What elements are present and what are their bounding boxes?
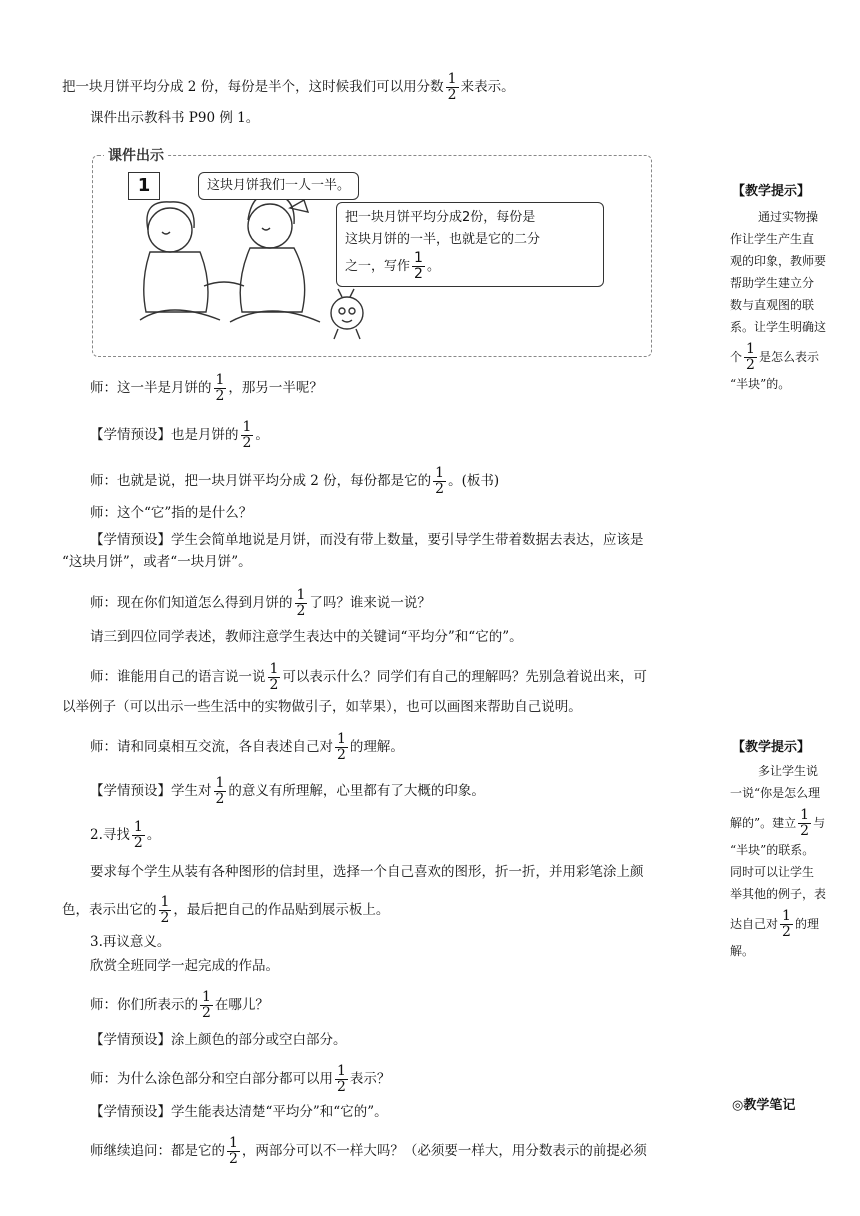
fraction-one-half: $\frac{1}{2}$ [447, 71, 457, 103]
example-number: 1 [128, 172, 160, 200]
teaching-notes-label: ◎教学笔记 [732, 1098, 796, 1113]
mooncake-mascot-icon [322, 285, 372, 345]
para-12: 【学情预设】学生对 $\frac{1}{2}$ 的意义有所理解，心里都有了大概的印象。 [90, 775, 485, 807]
sidebar-tip-1: 通过实物操 作让学生产生直 观的印象，教师要 帮助学生建立分 数与直观图的联 系。让学生明确这 个 $\frac{1}{2}$ 是怎么表示 “半块”的。 [730, 210, 827, 391]
para-14b: 色，表示出它的 $\frac{1}{2}$ ，最后把自己的作品贴到展示板上。 [62, 894, 390, 926]
children-illustration [120, 190, 340, 340]
para-15: 3.再议意义。 [90, 934, 171, 950]
para-11: 师：请和同桌相互交流，各自表述自己对 $\frac{1}{2}$ 的理解。 [90, 731, 404, 763]
sidebar-tip-title-2: 【教学提示】 [732, 740, 811, 755]
para-14: 要求每个学生从装有各种图形的信封里，选择一个自己喜欢的图形，折一折，并用彩笔涂上颜 [90, 864, 644, 880]
para-21: 师继续追问：都是它的 $\frac{1}{2}$ ，两部分可以不一样大吗？（必须要一样大，用分数表示的前提必须 [90, 1135, 647, 1167]
para-10: 师：谁能用自己的语言说一说 $\frac{1}{2}$ 可以表示什么？同学们有自己的理解吗？先别急着说出来，可 [90, 661, 647, 693]
para-18: 【学情预设】涂上颜色的部分或空白部分。 [90, 1032, 347, 1048]
para-1: 把一块月饼平均分成 2 份，每份是半个，这时候我们可以用分数 $\frac{1}{2}$ 来表示。 [62, 71, 515, 103]
courseware-tag: 课件出示 [104, 145, 168, 165]
para-20: 【学情预设】学生能表达清楚“平均分”和“它的”。 [90, 1104, 388, 1120]
para-13: 2.寻找 $\frac{1}{2}$ 。 [90, 819, 161, 851]
para-7: 【学情预设】学生会简单地说是月饼，而没有带上数量，要引导学生带着数据去表达，应该是 [90, 532, 644, 548]
para-3: 师：这一半是月饼的 $\frac{1}{2}$ ，那另一半呢？ [90, 372, 323, 404]
speech-bubble-2: 把一块月饼平均分成2份，每份是 这块月饼的一半，也就是它的二分 之一，写作 $\frac{1}{2}$ 。 [336, 202, 604, 287]
para-9: 请三到四位同学表述，教师注意学生表达中的关键词“平均分”和“它的”。 [90, 629, 523, 645]
para-6: 师：这个“它”指的是什么？ [90, 505, 253, 521]
para-17: 师：你们所表示的 $\frac{1}{2}$ 在哪儿？ [90, 989, 269, 1021]
para-19: 师：为什么涂色部分和空白部分都可以用 $\frac{1}{2}$ 表示？ [90, 1063, 391, 1095]
sidebar-tip-title-1: 【教学提示】 [732, 184, 811, 199]
speech-bubble-1: 这块月饼我们一人一半。 [198, 172, 359, 200]
para-10b: 以举例子（可以出示一些生活中的实物做引子，如苹果），也可以画图来帮助自己说明。 [62, 699, 582, 715]
para-7b: “这块月饼”，或者“一块月饼”。 [62, 554, 252, 570]
para-2: 课件出示教科书 P90 例 1。 [90, 110, 260, 126]
para-16: 欣赏全班同学一起完成的作品。 [90, 958, 279, 974]
para-5: 师：也就是说，把一块月饼平均分成 2 份，每份都是它的 $\frac{1}{2}$ 。(板书) [90, 465, 500, 497]
para-8: 师：现在你们知道怎么得到月饼的 $\frac{1}{2}$ 了吗？谁来说一说？ [90, 587, 431, 619]
sidebar-tip-2: 多让学生说 一说“你是怎么理 解的”。建立 $\frac{1}{2}$ 与 “半块”的联系。 同时可以让学生 举其他的例子，表 达自己对 $\frac{1}{2}$ 的理 解。 [730, 764, 827, 958]
para-4: 【学情预设】也是月饼的 $\frac{1}{2}$ 。 [90, 419, 269, 451]
